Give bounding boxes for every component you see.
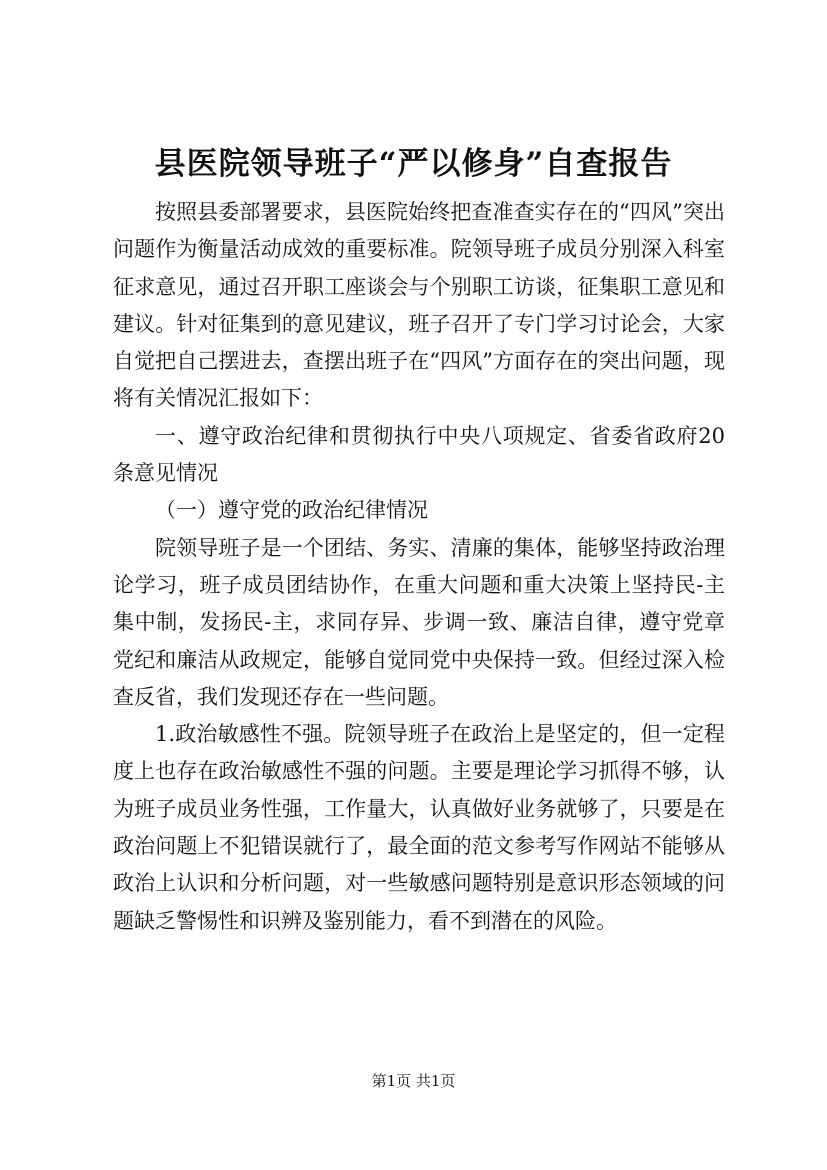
paragraph-political-discipline: 院领导班子是一个团结、务实、清廉的集体，能够坚持政治理论学习，班子成员团结协作，在重大问题和重大决策上坚持民-主集中制，发扬民-主，求同存异、步调一致、廉洁自律，遵守党章党纪和廉洁从政规定，能够自觉同党中央保持一致。但经过深入检查反省，我们发现还存在一些问题。: [113, 535, 725, 709]
paragraph-intro: 按照县委部署要求，县医院始终把查准查实存在的“四风”突出问题作为衡量活动成效的重要标准。院领导班子成员分别深入科室征求意见，通过召开职工座谈会与个别职工访谈，征集职工意见和建议。针对征集到的意见建议，班子召开了专门学习讨论会，大家自觉把自己摆进去，查摆出班子在“四风”方面存在的突出问题，现将有关情况汇报如下：: [113, 200, 725, 411]
document-body: [113, 194, 725, 940]
subsection-heading-1: （一）遵守党的政治纪律情况: [155, 498, 428, 523]
section-heading-1: 一、遵守政治纪律和贯彻执行中央八项规定、省委省政府20条意见情况: [113, 423, 725, 486]
page-footer: 第1页 共1页: [371, 1072, 456, 1090]
document-title: 县医院领导班子“严以修身”自查报告: [154, 146, 673, 182]
paragraph-issue-1: 1.政治敏感性不强。院领导班子在政治上是坚定的，但一定程度上也存在政治敏感性不强的问题。主要是理论学习抓得不够，认为班子成员业务性强，工作量大，认真做好业务就够了，只要是在政治问题上不犯错误就行了，最全面的范文参考写作网站不能够从政治上认识和分析问题，对一些敏感问题特别是意识形态领域的问题缺乏警惕性和识辨及鉴别能力，看不到潜在的风险。: [113, 722, 725, 933]
